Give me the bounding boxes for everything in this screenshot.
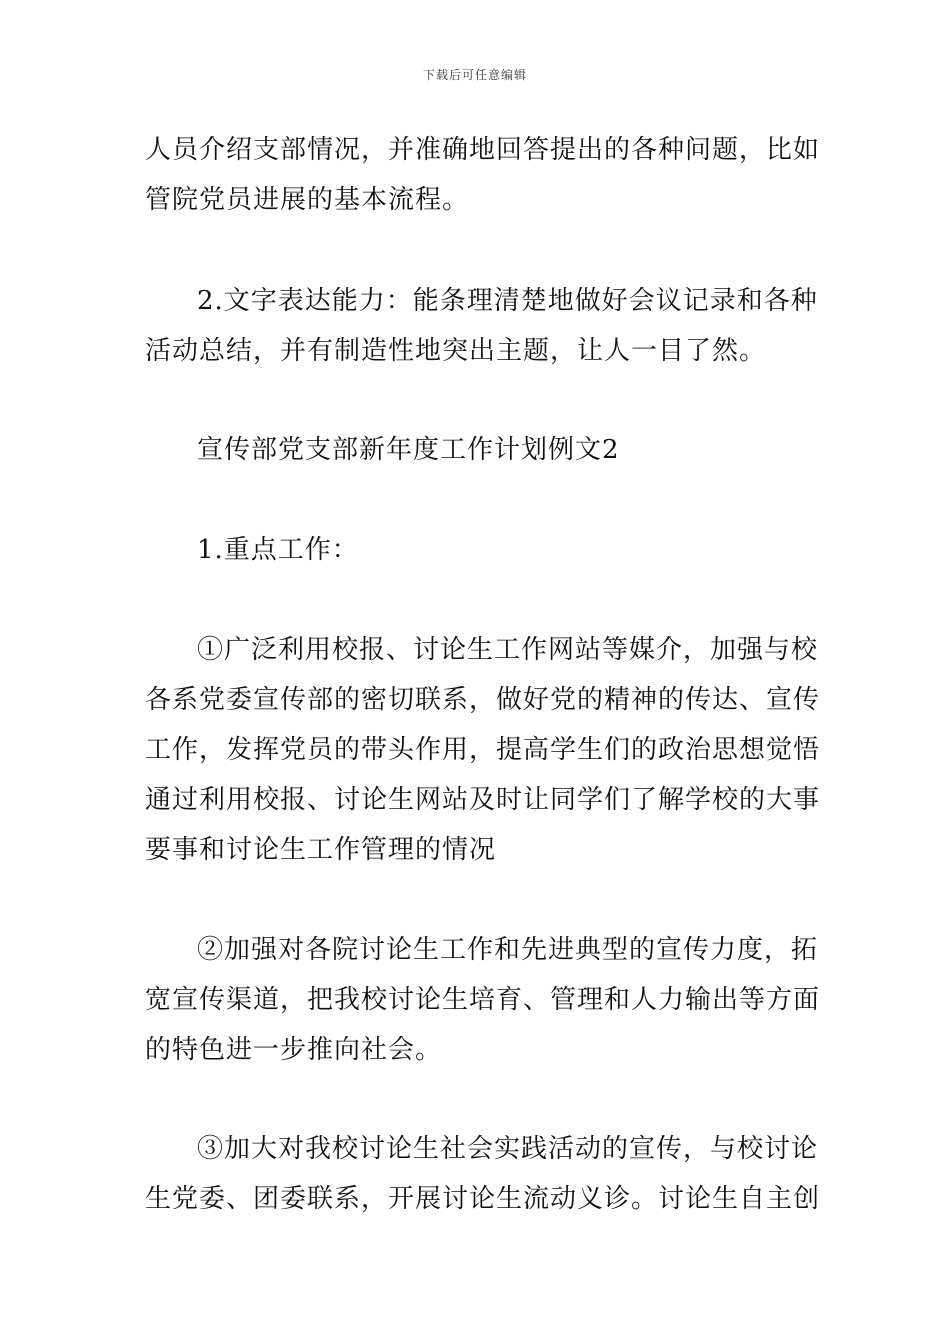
section-heading: 宣传部党支部新年度工作计划例文2 (197, 435, 620, 465)
text-line: 宽宣传渠道，把我校讨论生培育、管理和人力输出等方面 (145, 985, 821, 1015)
text-line: 各系党委宣传部的密切联系，做好党的精神的传达、宣传 (145, 685, 821, 715)
text-line: ③加大对我校讨论生社会实践活动的宣传，与校讨论 (197, 1134, 819, 1164)
page-header-note: 下载后可任意编辑 (422, 68, 527, 82)
text-line: 人员介绍支部情况，并准确地回答提出的各种问题，比如 (145, 135, 821, 165)
text-line: 要事和讨论生工作管理的情况 (145, 835, 497, 865)
text-line: ②加强对各院讨论生工作和先进典型的宣传力度，拓 (197, 935, 819, 965)
subsection-heading: 1.重点工作： (197, 535, 359, 565)
text-line: ①广泛利用校报、讨论生工作网站等媒介，加强与校 (197, 635, 819, 665)
text-line: 活动总结，并有制造性地突出主题，让人一目了然。 (145, 336, 767, 366)
text-line: 生党委、团委联系，开展讨论生流动义诊。讨论生自主创 (145, 1184, 821, 1214)
text-line: 工作，发挥党员的带头作用，提高学生们的政治思想觉悟 (145, 735, 821, 765)
text-line: 2.文字表达能力：能条理清楚地做好会议记录和各种 (197, 286, 818, 316)
text-line: 管院党员进展的基本流程。 (145, 185, 470, 215)
text-line: 的特色进一步推向社会。 (145, 1035, 443, 1065)
text-line: 通过利用校报、讨论生网站及时让同学们了解学校的大事 (145, 785, 821, 815)
